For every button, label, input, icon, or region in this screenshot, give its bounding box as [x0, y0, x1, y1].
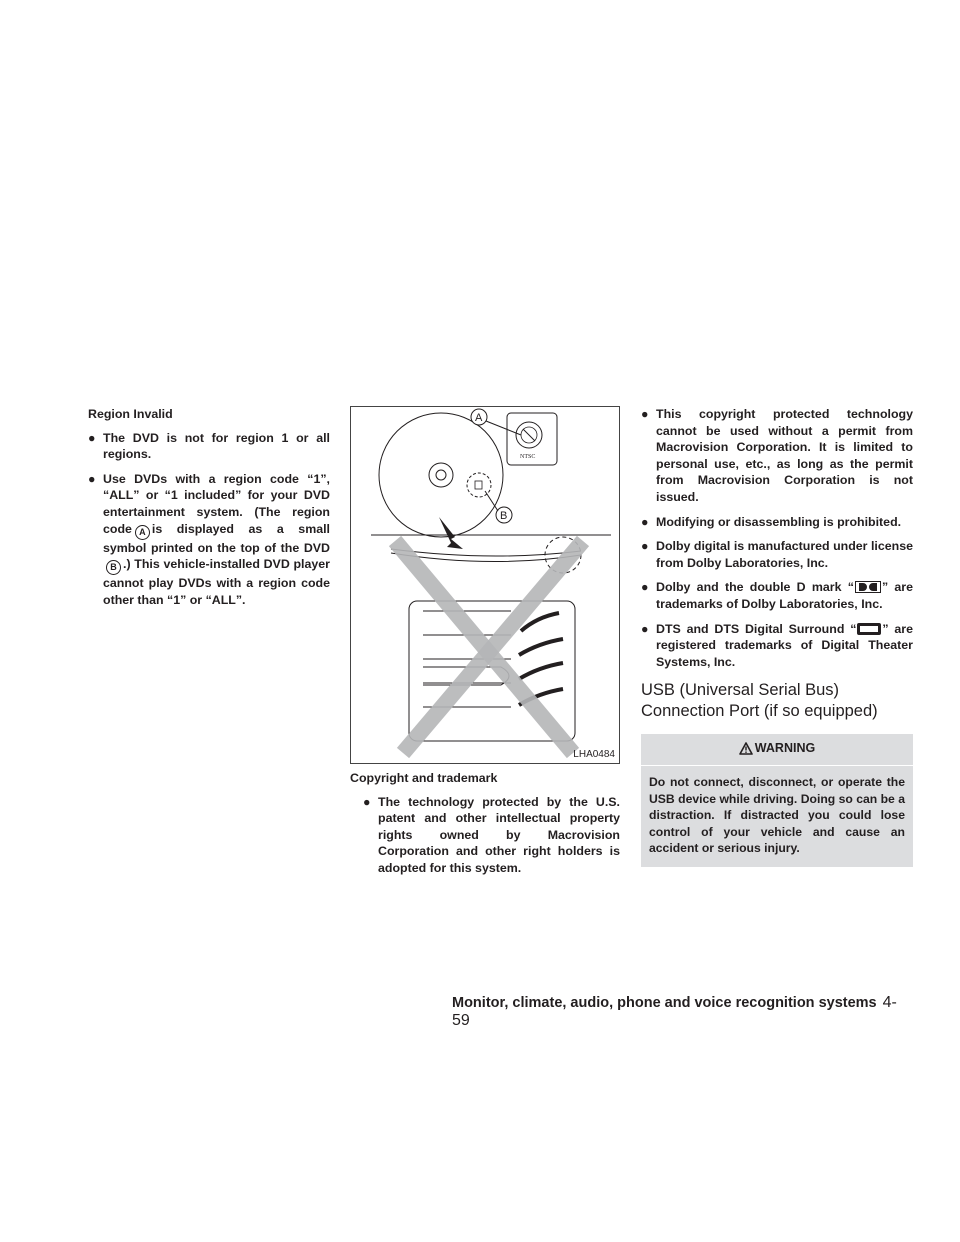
list-item: ● Use DVDs with a region code “1”, “ALL” or “1 included” for your DVD entertainment system. (The region code A is displayed as a small symbol printed on the top of the DVD B .) This vehicle-installed DVD player cannot play DVDs with a region code other than “1” or “ALL”.: [88, 471, 330, 607]
page-number: 4-59: [452, 994, 897, 1029]
bullet-icon: ●: [88, 471, 96, 486]
page-footer: [452, 994, 912, 1030]
dvd-illustration: [351, 407, 619, 763]
list-item: ● Modifying or disassembling is prohibited.: [641, 514, 902, 529]
callout-a-label: A: [475, 412, 483, 424]
list-item: ● DTS and DTS Digital Surround “ ” are registered trademarks of Digital Theater Systems, Inc.: [641, 621, 913, 669]
callout-b-label: B: [500, 510, 508, 522]
callout-b-icon: B: [106, 560, 121, 575]
bullet-icon: ●: [641, 621, 649, 636]
bullet-icon: ●: [641, 514, 649, 529]
warning-text: Do not connect, disconnect, or operate the USB device while driving. Doing so can be a distraction. If distracted you could lose control of your vehicle and cause an accident or serious injury.: [649, 774, 905, 856]
warning-box: [641, 734, 913, 867]
warning-header: WARNING: [641, 734, 913, 766]
middle-column: [350, 770, 620, 885]
bullet-icon: ●: [641, 407, 649, 421]
copyright-heading: Copyright and trademark: [350, 771, 498, 785]
dts-logo-icon: [857, 623, 881, 635]
usb-section-heading: USB (Universal Serial Bus) Connection Port (if so equipped): [641, 681, 878, 721]
footer-section-title: Monitor, climate, audio, phone and voice recognition systems: [452, 995, 877, 1011]
ntsc-label: NTSC: [520, 454, 536, 460]
warning-triangle-icon: [739, 742, 753, 755]
callout-a-icon: A: [135, 525, 150, 540]
list-item: ● Dolby digital is manufactured under license from Dolby Laboratories, Inc.: [641, 539, 913, 570]
bullet-icon: ●: [641, 539, 649, 554]
bullet-icon: ●: [363, 794, 371, 809]
list-item: ● Dolby and the double D mark “ ” are trademarks of Dolby Laboratories, Inc.: [641, 580, 913, 611]
list-item: ● The DVD is not for region 1 or all regions.: [88, 430, 330, 462]
bullet-icon: ●: [641, 580, 649, 595]
figure-code: LHA0484: [573, 749, 615, 760]
right-column: [641, 406, 913, 867]
list-item: ● The technology protected by the U.S. patent and other intellectual property rights owned by Macrovision Corporation and other right holders is adopted for this system.: [363, 794, 620, 875]
left-column: [88, 406, 330, 616]
list-item: ● This copyright protected technology cannot be used without a permit from Macrovision Corporation. It is limited to personal use, etc., as long as the permit from Macrovision Corporation is not issued.: [641, 407, 913, 504]
region-invalid-heading: Region Invalid: [88, 407, 173, 421]
bullet-icon: ●: [88, 430, 96, 445]
dvd-region-figure: [350, 406, 620, 764]
dolby-logo-icon: [855, 581, 881, 593]
